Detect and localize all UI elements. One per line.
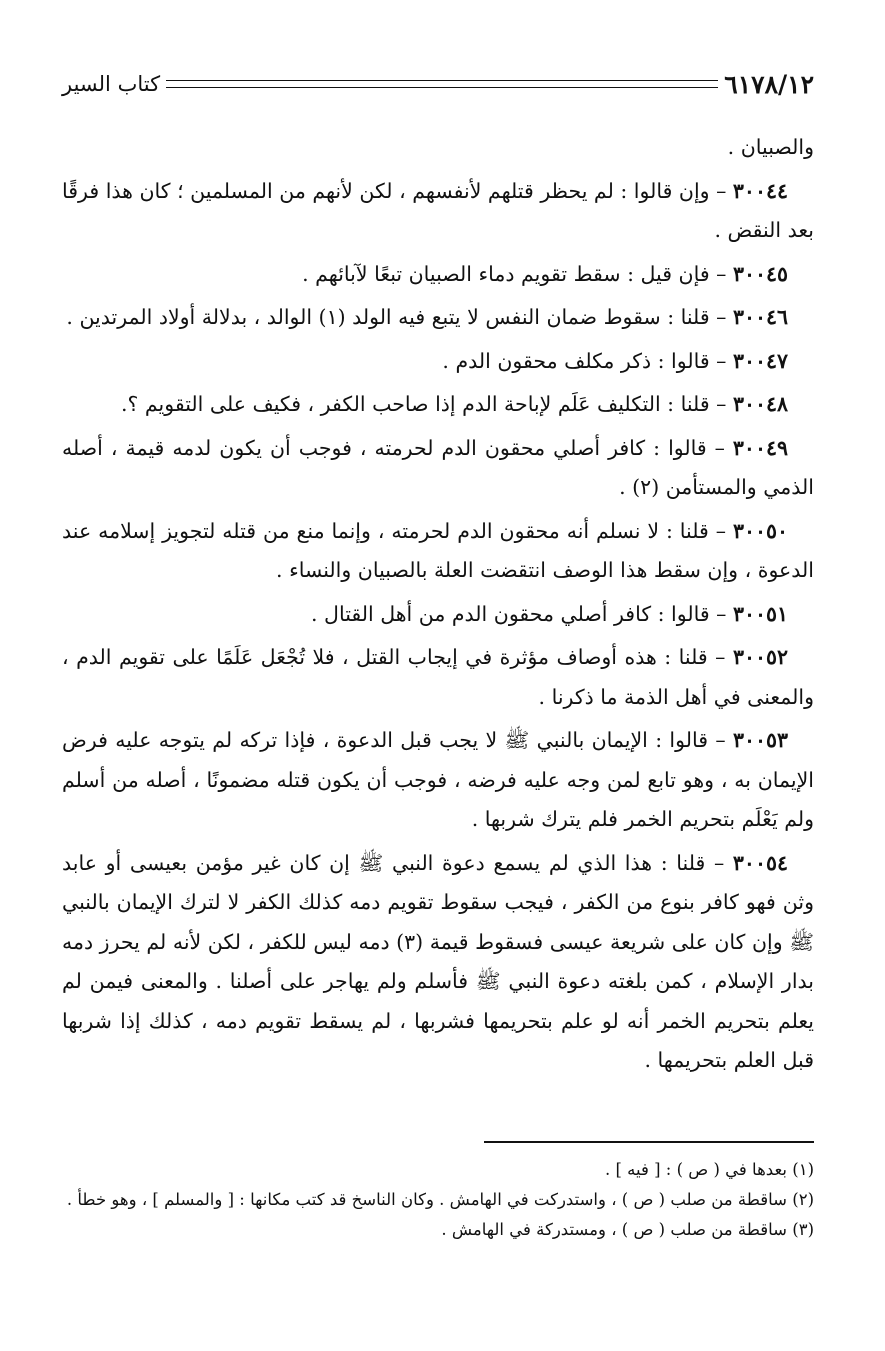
page-number: ٦١٧٨/١٢ <box>724 69 814 99</box>
paragraph-30047 <box>62 342 814 382</box>
paragraph-30052 <box>62 638 814 717</box>
paragraph-number: ٣٠٠٤٨ <box>732 392 788 416</box>
paragraph-number: ٣٠٠٤٥ <box>732 261 788 286</box>
paragraph-number: ٣٠٠٥٤ <box>732 850 788 875</box>
paragraph-text: – قالوا : ذكر مكلف محقون الدم . <box>442 348 727 373</box>
paragraph-30045 <box>62 255 814 295</box>
paragraph-30053 <box>62 721 814 840</box>
footnote-3: (٣) ساقطة من صلب ( ص ) ، ومستدركة في الهامش . <box>441 1219 814 1239</box>
footnote-separator <box>484 1141 814 1143</box>
paragraph-30044 <box>62 172 814 251</box>
paragraph-30048 <box>62 385 814 425</box>
paragraph-number: ٣٠٠٥١ <box>732 601 788 626</box>
paragraph-number: ٣٠٠٥٠ <box>732 518 788 543</box>
paragraph-30050 <box>62 512 814 591</box>
paragraph-30046 <box>62 298 814 338</box>
footnote-1: (١) بعدها في ( ص ) : [ فيه ] . <box>605 1159 814 1179</box>
main-text <box>62 128 814 1081</box>
paragraph-text: – قلنا : لا نسلم أنه محقون الدم لحرمته ، وإنما منع من قتله لتجويز إسلامه عند الدعوة ، وإن سقط هذا الوصف انتقضت العلة بالصبيان والنساء . <box>62 518 814 582</box>
paragraph-text: – قلنا : هذا الذي لم يسمع دعوة النبي ﷺ إن كان غير مؤمن بعيسى أو عابد وثن فهو كافر بنوع من الكفر ، فيجب سقوط تقويم دمه كذلك الكفر لا لترك الإيمان بالنبي ﷺ وإن كان على شريعة عيسى فسقوط قيمة (٣) دمه ليس للكفر ، لكن لأنه لم يحرز دمه بدار الإسلام ، كمن بلغته دعوة النبي ﷺ فأسلم ولم يهاجر على أصلنا . والمعنى فيمن لم يعلم بتحريم الخمر أنه لو علم بتحريمها فشربها ، لم يسقط تقويم دمه ، كذلك إذا شربها قبل العلم بتحريمها . <box>62 850 814 1072</box>
book-title: كتاب السير <box>62 72 161 96</box>
page-header <box>62 64 814 104</box>
paragraph-number: ٣٠٠٤٩ <box>732 435 788 460</box>
paragraph-number: ٣٠٠٥٣ <box>732 728 788 752</box>
book-page <box>62 64 814 1245</box>
paragraph-continuation <box>62 128 814 168</box>
footnotes <box>62 1155 814 1245</box>
paragraph-30049 <box>62 429 814 508</box>
paragraph-text: – فإن قيل : سقط تقويم دماء الصبيان تبعًا لآبائهم . <box>302 261 727 286</box>
paragraph-text: – قالوا : كافر أصلي محقون الدم لحرمته ، فوجب أن يكون لدمه قيمة ، أصله الذمي والمستأمن (٢) . <box>62 435 814 499</box>
paragraph-text: – قلنا : هذه أوصاف مؤثرة في إيجاب القتل ، فلا تُجْعَل عَلَمًا على تقويم الدم ، والمعنى في أهل الذمة ما ذكرنا . <box>62 645 814 709</box>
paragraph-number: ٣٠٠٤٤ <box>732 178 788 203</box>
paragraph-text: – وإن قالوا : لم يحظر قتلهم لأنفسهم ، لكن لأنهم من المسلمين ؛ كان هذا فرقًا بعد النقض . <box>62 178 814 242</box>
paragraph-text: – قالوا : كافر أصلي محقون الدم من أهل القتال . <box>311 601 727 626</box>
header-rule <box>166 80 718 88</box>
paragraph-text: والصبيان . <box>727 135 814 159</box>
paragraph-number: ٣٠٠٥٢ <box>732 645 788 669</box>
paragraph-text: – قلنا : سقوط ضمان النفس لا يتبع فيه الولد (١) الوالد ، بدلالة أولاد المرتدين . <box>66 305 727 329</box>
footnote-2: (٢) ساقطة من صلب ( ص ) ، واستدركت في الهامش . وكان الناسخ قد كتب مكانها : [ والمسلم ] ، وهو خطأ . <box>66 1189 814 1209</box>
paragraph-number: ٣٠٠٤٧ <box>732 348 788 373</box>
paragraph-text: – قلنا : التكليف عَلَم لإباحة الدم إذا صاحب الكفر ، فكيف على التقويم ؟. <box>120 392 727 416</box>
paragraph-number: ٣٠٠٤٦ <box>732 305 788 329</box>
paragraph-30054 <box>62 844 814 1081</box>
paragraph-text: – قالوا : الإيمان بالنبي ﷺ لا يجب قبل الدعوة ، فإذا تركه لم يتوجه عليه فرض الإيمان به ، وهو تابع لمن وجه عليه فرضه ، فوجب أن يكون قتله مضمونًا ، أصله من أسلم ولم يَعْلَم بتحريم الخمر فلم يترك شربها . <box>62 728 814 831</box>
paragraph-30051 <box>62 595 814 635</box>
